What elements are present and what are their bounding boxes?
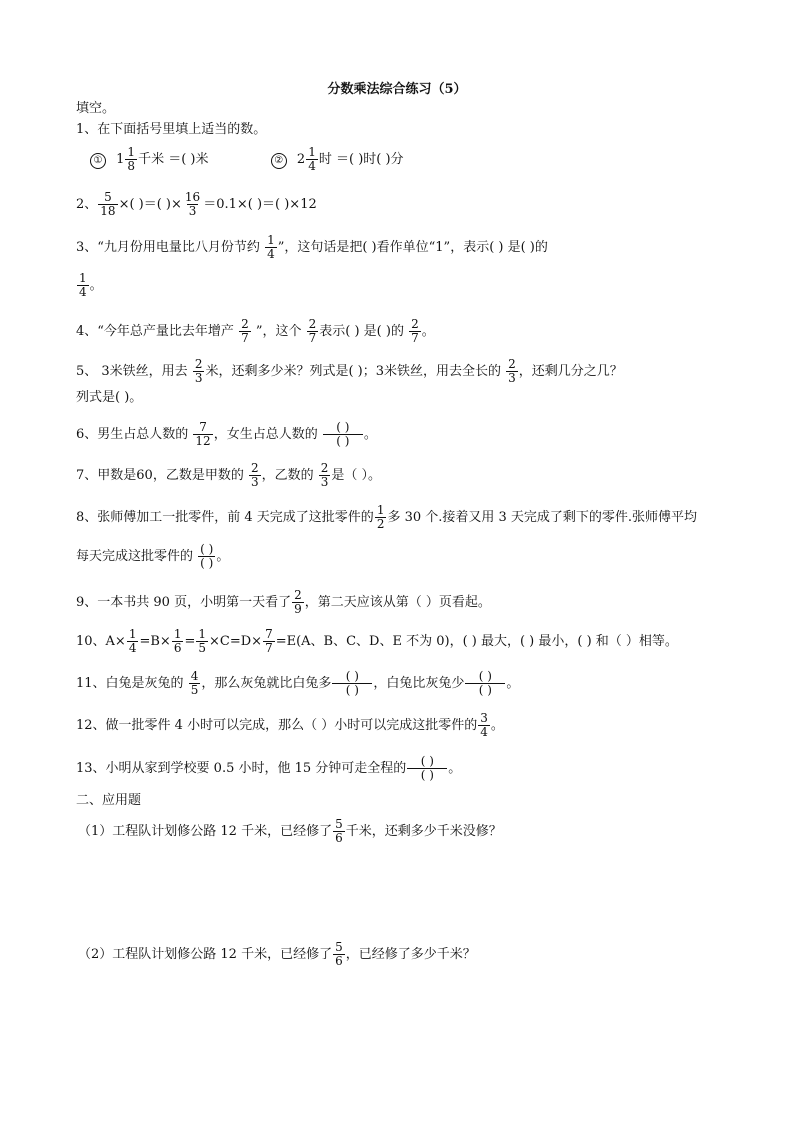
item-marker-1: ① <box>90 153 106 169</box>
fraction: $\frac{1}{2}$ <box>376 503 385 531</box>
fraction: $\frac{1}{4}$ <box>308 145 316 173</box>
section-application: 二、应用题 <box>76 793 142 808</box>
fraction: $\frac{2}{3}$ <box>194 357 203 385</box>
section-fill-in: 填空。 <box>76 101 116 116</box>
question-8: 8、张师傅加工一批零件，前 4 天完成了这批零件的 $\frac{1}{2}$ 多 30 个.接着又用 3 天完成了剩下的零件.张师傅平均 <box>76 503 698 531</box>
question-13: 13、小明从家到学校要 0.5 小时，他 15 分钟可走全程的 $\frac{( )}{( )}$ 。 <box>76 754 462 782</box>
question-8-cont: 每天完成这批零件的 $\frac{( )}{( )}$ 。 <box>76 542 230 570</box>
question-9: 9、一本书共 90 页，小明第一天看了 $\frac{2}{9}$ ，第二天应该从第（ ）页看起。 <box>76 588 491 616</box>
fraction: $\frac{1}{4}$ <box>128 627 137 655</box>
question-3: 3、“九月份用电量比八月份节约 $\frac{1}{4}$ ”，这句话是把( )看作单位“1”，表示( ) 是( )的 <box>76 233 548 261</box>
fraction: $\frac{7}{12}$ <box>195 420 211 448</box>
fraction: $\frac{1}{6}$ <box>173 627 182 655</box>
question-12: 12、做一批零件 4 小时可以完成，那么（ ）小时可以完成这批零件的 $\frac{3}{4}$ 。 <box>76 711 504 739</box>
blank-fraction: $\frac{( )}{( )}$ <box>465 670 505 697</box>
item-marker-2: ② <box>271 153 287 169</box>
page-title: 分数乘法综合练习（5） <box>327 82 467 97</box>
question-7: 7、甲数是60，乙数是甲数的 $\frac{2}{3}$ ，乙数的 $\frac{2}{3}$ 是（ ）。 <box>76 461 382 489</box>
question-6: 6、男生占总人数的 $\frac{7}{12}$ ，女生占总人数的 $\frac{( )}{( )}$ 。 <box>76 420 377 448</box>
blank-fraction: $\frac{( )}{( )}$ <box>407 755 447 782</box>
question-3-cont: $\frac{1}{4}$ 。 <box>79 271 103 299</box>
fraction: $\frac{1}{5}$ <box>198 627 206 655</box>
question-1-items: ① 1 $\frac{1}{8}$ 千米 ＝( )米 ② 2 $\frac{1}{4}$ 时 ＝( )时( )分 <box>90 146 404 173</box>
fraction: $\frac{1}{4}$ <box>79 271 87 299</box>
fraction: $\frac{4}{5}$ <box>190 669 199 697</box>
blank-fraction: $\frac{( )}{( )}$ <box>323 421 363 448</box>
application-2: （2）工程队计划修公路 12 千米，已经修了 $\frac{5}{6}$ ，已经修了多少千米？ <box>78 940 476 968</box>
fraction: $\frac{5}{6}$ <box>335 940 343 968</box>
fraction: $\frac{2}{3}$ <box>508 357 516 385</box>
question-4: 4、“今年总产量比去年增产 $\frac{2}{7}$ ”，这个 $\frac{2}{7}$ 表示( ) 是( )的 $\frac{2}{7}$ 。 <box>76 317 435 345</box>
fraction: $\frac{16}{3}$ <box>184 190 201 218</box>
fraction: $\frac{5}{6}$ <box>335 817 343 845</box>
fraction: $\frac{2}{7}$ <box>241 317 249 345</box>
blank-fraction: $\frac{( )}{( )}$ <box>332 670 372 697</box>
fraction: $\frac{3}{4}$ <box>480 711 488 739</box>
fraction: $\frac{2}{3}$ <box>250 461 259 489</box>
question-2: 2、 $\frac{5}{18}$ ×( )＝( )× $\frac{16}{3}$ ＝0.1×( )＝( )×12 <box>76 190 317 218</box>
fraction: $\frac{5}{18}$ <box>100 190 116 218</box>
blank-fraction: $\frac{( )}{( )}$ <box>200 542 214 570</box>
application-1: （1）工程队计划修公路 12 千米，已经修了 $\frac{5}{6}$ 千米，还剩多少千米没修？ <box>78 817 502 845</box>
question-5-cont: 列式是( )。 <box>76 390 143 405</box>
fraction: $\frac{2}{7}$ <box>411 317 419 345</box>
question-5: 5、 3米铁丝，用去 $\frac{2}{3}$ 米，还剩多少米？列式是( )；3米铁丝，用去全长的 $\frac{2}{3}$ ，还剩几分之几？ <box>76 357 623 385</box>
fraction: $\frac{7}{7}$ <box>265 627 273 655</box>
fraction: $\frac{1}{4}$ <box>267 233 275 261</box>
fraction: $\frac{1}{8}$ <box>127 145 136 173</box>
fraction: $\frac{2}{7}$ <box>308 317 317 345</box>
fraction: $\frac{2}{3}$ <box>320 461 329 489</box>
question-10: 10、A× $\frac{1}{4}$ =B× $\frac{1}{6}$ = $\frac{1}{5}$ ×C=D× $\frac{7}{7}$ =E(A、B、C、D、E 不为 0)，( ) 最大，( ) 最小，( ) 和（ ）相等。 <box>76 627 678 655</box>
question-1: 1、在下面括号里填上适当的数。 <box>76 122 267 137</box>
question-11: 11、白兔是灰兔的 $\frac{4}{5}$ ，那么灰兔就比白兔多 $\frac{( )}{( )}$ ，白兔比灰兔少 $\frac{( )}{( )}$ 。 <box>76 669 520 697</box>
fraction: $\frac{2}{9}$ <box>294 588 302 616</box>
